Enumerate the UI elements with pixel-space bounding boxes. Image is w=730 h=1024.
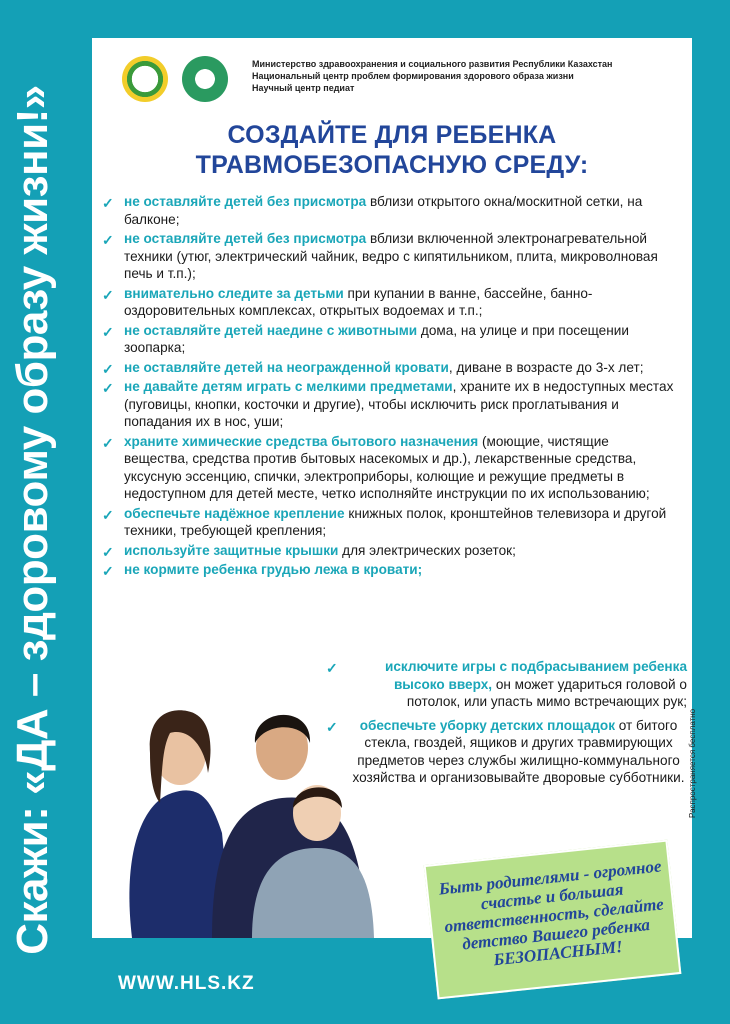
item-highlight: не оставляйте детей на неогражденной кровати: [124, 359, 449, 375]
check-icon: ✓: [102, 232, 114, 248]
card-text: Быть родителями - огромное счастье и большая ответственность, сделайте детство Вашего ребенка БЕЗОПАСНЫМ!: [437, 856, 665, 970]
list-item: [92, 378, 692, 431]
org-line: Научный центр педиат: [252, 83, 355, 93]
check-icon: ✓: [102, 434, 114, 451]
free-distribution-note: Распространяется бесплатно: [688, 708, 697, 818]
item-highlight: исключите игры с подбрасыванием ребенка высоко вверх,: [384, 659, 687, 692]
list-item: [92, 505, 692, 540]
check-icon: ✓: [326, 660, 338, 676]
check-icon: ✓: [326, 718, 338, 735]
item-highlight: не давайте детям играть с мелкими предметами: [124, 379, 453, 394]
item-text: книжных полок, кронштейнов телевизора и другой техники, требующей крепления;: [124, 505, 667, 538]
check-icon: ✓: [102, 360, 114, 377]
item-highlight: не оставляйте детей без присмотра: [124, 231, 367, 246]
item-highlight: не оставляйте детей наедине с животными: [124, 322, 418, 338]
item-highlight: используйте защитные крышки: [124, 542, 339, 558]
check-icon: ✓: [102, 380, 114, 396]
list-item: [92, 285, 692, 320]
title-line-1: СОЗДАЙТЕ ДЛЯ РЕБЕНКА: [227, 121, 557, 149]
list-item: [92, 433, 692, 503]
parenting-message-card: [424, 840, 682, 1000]
item-highlight: не оставляйте детей без присмотра: [124, 194, 367, 209]
check-icon: ✓: [102, 543, 114, 560]
item-text: при купании в ванне, бассейне, банно-оздоровительных комплексах, открытых водоемах и т.п.;: [124, 285, 593, 318]
org-line: Министерство здравоохранения и социального развития Республики Казахстан: [252, 59, 613, 69]
organization-names: [252, 58, 682, 94]
check-icon: ✓: [102, 286, 114, 303]
vertical-slogan: Скажи: «ДА – здоровому образу жизни!»: [8, 85, 57, 955]
item-text: , диване в возрасте до 3-х лет;: [448, 359, 644, 375]
item-text: для электрических розеток;: [338, 542, 516, 558]
item-text: от битого стекла, гвоздей, ящиков и других травмирующих предметов через службы жилищно-коммунального хозяйства и организовывайте дворовые субботники.: [352, 717, 685, 785]
content-panel: [92, 38, 697, 938]
check-icon: ✓: [102, 323, 114, 340]
list-item: [92, 561, 692, 579]
website-link[interactable]: WWW.HLS.KZ: [118, 973, 255, 994]
list-item: [326, 658, 687, 711]
list-item: [92, 542, 692, 560]
right-safety-list: [326, 658, 687, 793]
list-item: [326, 717, 687, 787]
list-item: [92, 322, 692, 357]
title-line-2: ТРАВМОБЕЗОПАСНУЮ СРЕДУ:: [195, 151, 589, 179]
item-highlight: не кормите ребенка грудью лежа в кровати;: [124, 562, 423, 577]
page-title: [92, 120, 692, 180]
item-text: он может удариться головой о потолок, или упасть мимо встречающих рук;: [406, 676, 687, 709]
ministry-logo-icon: [122, 56, 168, 102]
item-highlight: храните химические средства бытового назначения: [124, 433, 479, 449]
check-icon: ✓: [102, 506, 114, 523]
safety-list: [92, 193, 692, 581]
list-item: [92, 193, 692, 228]
org-line: Национальный центр проблем формирования здорового образа жизни: [252, 71, 574, 81]
list-item: [92, 230, 692, 283]
check-icon: ✓: [102, 195, 114, 211]
item-highlight: обеспечьте надёжное крепление: [124, 505, 345, 521]
item-text: , храните их в недоступных местах (пуговицы, кнопки, косточки и другие), чтобы исключить риск проглатывания и попадания их в нос, уши;: [124, 379, 674, 429]
item-highlight: внимательно следите за детьми: [124, 285, 344, 301]
list-item: [92, 359, 692, 377]
item-text: (моющие, чистящие вещества, средства против бытовых насекомых и др.), лекарственные средства, уксусную эссенцию, спички, электроприборы, колющие и режущие предметы в недоступном для детей месте, четко исполняйте инструкции по их использованию;: [124, 433, 650, 501]
item-text: вблизи включенной электронагревательной техники (утюг, электрический чайник, ведро с кипятильником, плита, микроволновая печь и т.п.);: [124, 231, 658, 281]
health-center-logo-icon: [182, 56, 228, 102]
item-text: вблизи открытого окна/москитной сетки, на балконе;: [124, 194, 643, 227]
item-highlight: обеспечьте уборку детских площадок: [359, 717, 615, 733]
check-icon: ✓: [102, 563, 114, 579]
item-text: дома, на улице и при посещении зоопарка;: [124, 322, 629, 355]
logos: [122, 56, 242, 102]
